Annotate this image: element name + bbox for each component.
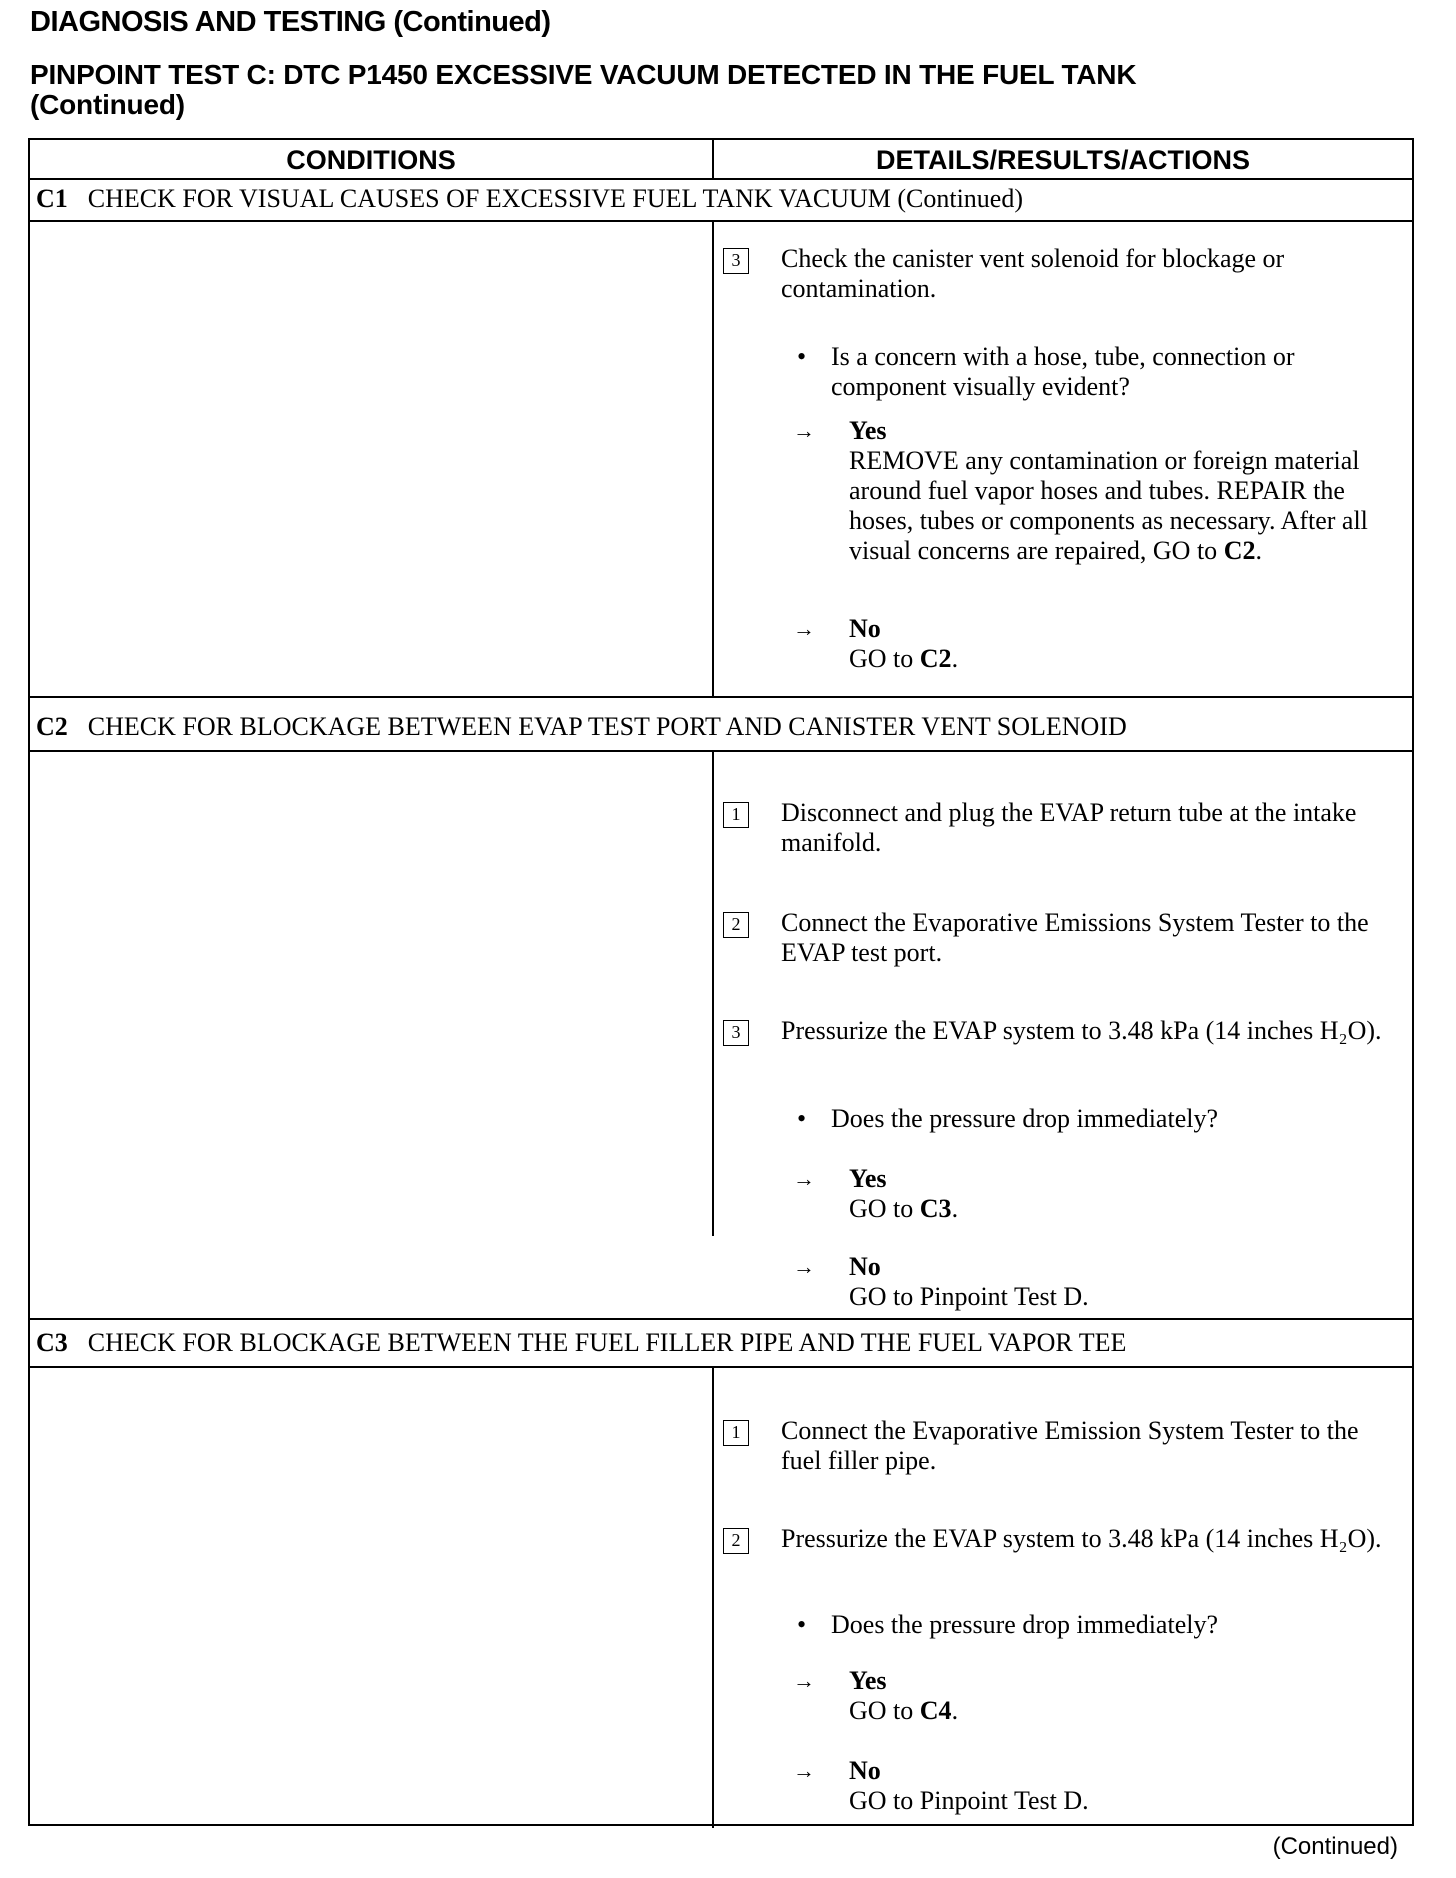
step-text: Connect the Evaporative Emission System Tester to the fuel filler pipe. (781, 1416, 1359, 1475)
question-text: Does the pressure drop immediately? (831, 1104, 1218, 1133)
step-number-box: 1 (723, 1420, 749, 1446)
step-text: Check the canister vent solenoid for blockage or contamination. (781, 244, 1285, 303)
result-text: GO to Pinpoint Test D. (849, 1786, 1089, 1815)
step-number-box: 1 (723, 802, 749, 828)
c2-step-2 (723, 908, 1403, 968)
c2-step-3 (723, 1016, 1403, 1046)
page-title: DIAGNOSIS AND TESTING (Continued) (30, 6, 551, 38)
bullet-icon: • (797, 342, 807, 371)
step-number-box: 2 (723, 912, 749, 938)
step-c3-id: C3 (36, 1328, 68, 1357)
c1-result-no: → No GO to C2. (793, 614, 959, 673)
result-label: Yes (849, 1666, 887, 1695)
step-c1-title: CHECK FOR VISUAL CAUSES OF EXCESSIVE FUEL TANK VACUUM (Continued) (87, 184, 1024, 213)
column-divider (712, 220, 714, 696)
result-label: Yes (849, 416, 887, 445)
row-divider (30, 1318, 1412, 1320)
header-divider (712, 140, 714, 180)
step-text: Pressurize the EVAP system to 3.48 kPa (14 inches H₂O). (781, 1524, 1382, 1553)
c2-step-1 (723, 798, 1403, 858)
c3-step-1 (723, 1416, 1403, 1476)
step-number-box: 2 (723, 1528, 749, 1554)
result-target: C3 (919, 1194, 952, 1223)
step-number-box: 3 (723, 1020, 749, 1046)
c2-result-yes: → Yes GO to C3. (793, 1164, 959, 1223)
step-number-box: 3 (723, 248, 749, 274)
result-text: GO to (849, 1696, 920, 1725)
step-c3-title: CHECK FOR BLOCKAGE BETWEEN THE FUEL FILLER PIPE AND THE FUEL VAPOR TEE (87, 1328, 1127, 1357)
column-header-details: DETAILS/RESULTS/ACTIONS (714, 140, 1412, 180)
arrow-right-icon: → (793, 418, 815, 443)
question-text: Is a concern with a hose, tube, connection or component visually evident? (831, 342, 1295, 401)
result-target: C2 (1223, 536, 1256, 565)
c1-result-yes: → Yes REMOVE any contamination or foreign material around fuel vapor hoses and tubes. REPAIR the hoses, tubes or components as necessary. After all visual concerns are repaired, GO to C2. (793, 416, 1368, 565)
bullet-icon: • (797, 1610, 807, 1639)
diagnostic-table (28, 138, 1414, 1826)
row-divider (30, 696, 1412, 698)
arrow-right-icon: → (793, 1758, 815, 1783)
c3-result-no (723, 1756, 1403, 1816)
step-c3-heading (36, 1328, 1126, 1358)
c1-step-3 (723, 244, 1403, 304)
column-divider (712, 750, 714, 1236)
step-c2-title: CHECK FOR BLOCKAGE BETWEEN EVAP TEST PORT AND CANISTER VENT SOLENOID (87, 712, 1127, 741)
step-text: Disconnect and plug the EVAP return tube at the intake manifold. (781, 798, 1357, 857)
test-title-line1: PINPOINT TEST C: DTC P1450 EXCESSIVE VACUUM DETECTED IN THE FUEL TANK (30, 59, 1137, 90)
step-c1-id: C1 (36, 184, 68, 213)
arrow-right-icon: → (793, 1166, 815, 1191)
step-text: Pressurize the EVAP system to 3.48 kPa (14 inches H₂O). (781, 1016, 1382, 1045)
arrow-right-icon: → (793, 1254, 815, 1279)
c1-question (723, 342, 1403, 402)
row-divider (30, 750, 1412, 752)
test-title-line2: (Continued) (30, 89, 185, 120)
column-divider (712, 1366, 714, 1828)
row-divider (30, 1366, 1412, 1368)
step-c2-heading (36, 712, 1127, 742)
question-text: Does the pressure drop immediately? (831, 1610, 1218, 1639)
bullet-icon: • (797, 1104, 807, 1133)
step-text: Connect the Evaporative Emissions System Tester to the EVAP test port. (781, 908, 1369, 967)
result-text: GO to (849, 1194, 920, 1223)
result-text: GO to (849, 644, 920, 673)
continued-footer: (Continued) (1272, 1833, 1398, 1860)
result-label: No (849, 1252, 881, 1281)
result-label: No (849, 614, 881, 643)
c2-question (723, 1104, 1403, 1134)
result-text: GO to Pinpoint Test D. (849, 1282, 1089, 1311)
column-header-conditions: CONDITIONS (30, 140, 712, 180)
result-label: No (849, 1756, 881, 1785)
c3-question (723, 1610, 1403, 1640)
step-c2-id: C2 (36, 712, 68, 741)
c2-result-no (723, 1252, 1403, 1312)
step-c1-heading (36, 184, 1023, 214)
pinpoint-test-title (30, 60, 1136, 120)
result-text: REMOVE any contamination or foreign material around fuel vapor hoses and tubes. REPAIR the hoses, tubes or components as necessary. After all visual concerns are repaired, GO to (849, 446, 1368, 565)
c3-step-2 (723, 1524, 1403, 1554)
result-target: C2 (919, 644, 952, 673)
result-target: C4 (919, 1696, 952, 1725)
arrow-right-icon: → (793, 616, 815, 641)
row-divider (30, 220, 1412, 222)
c3-result-yes: → Yes GO to C4. (793, 1666, 959, 1725)
result-label: Yes (849, 1164, 887, 1193)
arrow-right-icon: → (793, 1668, 815, 1693)
